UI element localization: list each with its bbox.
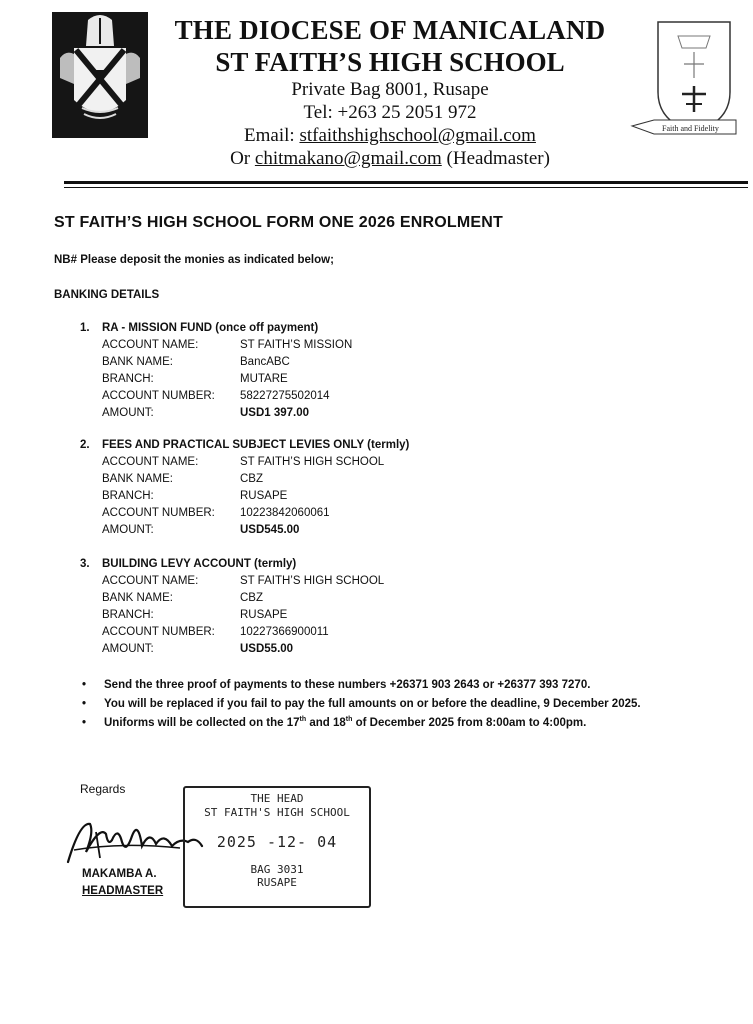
account-number-index: 3. — [80, 558, 90, 570]
bank-name-row — [80, 354, 352, 371]
account-heading — [80, 320, 352, 337]
instruction-text-part: and 18 — [306, 717, 346, 729]
official-date-stamp — [183, 786, 371, 908]
account-name-row — [80, 454, 409, 471]
account-heading — [80, 556, 384, 573]
account-name-label: ACCOUNT NAME: — [102, 575, 199, 587]
instruction-text — [104, 717, 586, 729]
account-section-2 — [80, 437, 409, 539]
headmaster-email-line — [130, 147, 650, 170]
account-number-value: 58227275502014 — [240, 390, 330, 402]
instruction-text-part: of December 2025 from 8:00am to 4:00pm. — [352, 717, 587, 729]
account-name-value: ST FAITH’S HIGH SCHOOL — [240, 456, 385, 468]
branch-value: MUTARE — [240, 373, 288, 385]
account-number-row — [80, 505, 409, 522]
branch-label: BRANCH: — [102, 609, 154, 621]
header-rule-thick — [64, 181, 748, 184]
amount-label: AMOUNT: — [102, 407, 154, 419]
signatory-block — [82, 866, 163, 900]
bank-name-value: BancABC — [240, 356, 290, 368]
bank-name-label: BANK NAME: — [102, 356, 173, 368]
banking-details-heading: BANKING DETAILS — [54, 289, 160, 301]
branch-row — [80, 488, 409, 505]
email-prefix: Email: — [244, 125, 300, 146]
account-title: FEES AND PRACTICAL SUBJECT LEVIES ONLY (termly) — [102, 439, 410, 451]
account-number-index: 2. — [80, 439, 90, 451]
amount-value: USD55.00 — [240, 643, 294, 655]
account-name-row — [80, 573, 384, 590]
bank-name-row — [80, 590, 384, 607]
account-number-index: 1. — [80, 322, 90, 334]
signatory-name: MAKAMBA A. — [82, 868, 157, 880]
account-number-label: ACCOUNT NUMBER: — [102, 390, 215, 402]
stamp-date: 2025 -12- 04 — [216, 833, 338, 851]
bullet-dot-icon: • — [82, 717, 87, 729]
school-address: Private Bag 8001, Rusape — [291, 79, 489, 100]
school-shield-logo — [630, 14, 742, 140]
diocese-name: THE DIOCESE OF MANICALAND — [174, 15, 606, 45]
alt-email-suffix: (Headmaster) — [441, 148, 550, 169]
headmaster-email-link[interactable]: chitmakano@gmail.com — [254, 148, 442, 169]
account-number-label: ACCOUNT NUMBER: — [102, 626, 215, 638]
school-email-link[interactable]: stfaithshighschool@gmail.com — [299, 125, 536, 146]
branch-label: BRANCH: — [102, 490, 154, 502]
ordinal-suffix: th — [345, 716, 353, 724]
amount-value: USD1 397.00 — [240, 407, 310, 419]
account-section-1 — [80, 320, 352, 422]
ordinal-suffix: th — [299, 716, 307, 724]
instruction-item — [80, 695, 680, 713]
school-name: ST FAITH’S HIGH SCHOOL — [215, 47, 565, 77]
instruction-text-part: Uniforms will be collected on the 17 — [104, 717, 300, 729]
account-title: RA - MISSION FUND (once off payment) — [102, 322, 319, 334]
branch-label: BRANCH: — [102, 373, 154, 385]
bullet-dot-icon: • — [82, 679, 87, 691]
account-name-label: ACCOUNT NAME: — [102, 339, 199, 351]
account-number-row — [80, 624, 384, 641]
stamp-line-head: THE HEAD — [250, 792, 304, 805]
stamp-line-school: ST FAITH'S HIGH SCHOOL — [204, 806, 350, 819]
amount-label: AMOUNT: — [102, 524, 154, 536]
account-number-value: 10223842060061 — [240, 507, 330, 519]
bank-name-label: BANK NAME: — [102, 592, 173, 604]
account-name-value: ST FAITH’S HIGH SCHOOL — [240, 575, 385, 587]
account-heading — [80, 437, 409, 454]
account-name-row — [80, 337, 352, 354]
document-title: ST FAITH’S HIGH SCHOOL FORM ONE 2026 ENROLMENT — [54, 214, 503, 231]
school-telephone: Tel: +263 25 2051 972 — [303, 102, 477, 123]
amount-row — [80, 641, 384, 658]
account-number-row — [80, 388, 352, 405]
bank-name-label: BANK NAME: — [102, 473, 173, 485]
signatory-role: HEADMASTER — [82, 885, 164, 897]
instruction-item — [80, 676, 680, 694]
branch-row — [80, 371, 352, 388]
amount-value: USD545.00 — [240, 524, 300, 536]
letterhead-text — [130, 14, 650, 170]
branch-value: RUSAPE — [240, 490, 288, 502]
amount-row — [80, 522, 409, 539]
header-rule-thin — [64, 187, 748, 188]
amount-label: AMOUNT: — [102, 643, 154, 655]
school-email-line — [130, 124, 650, 147]
stamp-line-town: RUSAPE — [257, 876, 297, 889]
instructions-list — [80, 676, 680, 733]
deposit-note: NB# Please deposit the monies as indicated below; — [54, 254, 334, 266]
account-name-label: ACCOUNT NAME: — [102, 456, 199, 468]
alt-email-prefix: Or — [230, 148, 255, 169]
branch-value: RUSAPE — [240, 609, 288, 621]
account-section-3 — [80, 556, 384, 658]
regards-text: Regards — [80, 782, 126, 796]
branch-row — [80, 607, 384, 624]
account-number-value: 10227366900011 — [240, 626, 329, 638]
bank-name-value: CBZ — [240, 473, 263, 485]
account-title: BUILDING LEVY ACCOUNT (termly) — [102, 558, 297, 570]
bank-name-value: CBZ — [240, 592, 263, 604]
account-name-value: ST FAITH’S MISSION — [240, 339, 353, 351]
stamp-line-bag: BAG 3031 — [250, 863, 304, 876]
amount-row — [80, 405, 352, 422]
instruction-text: Send the three proof of payments to these numbers +26371 903 2643 or +26377 393 7270. — [104, 679, 591, 691]
crest-motto: Faith and Fidelity — [662, 124, 719, 133]
bank-name-row — [80, 471, 409, 488]
instruction-item — [80, 714, 680, 732]
instruction-text: You will be replaced if you fail to pay the full amounts on or before the deadline, 9 December 2025. — [104, 698, 641, 710]
account-number-label: ACCOUNT NUMBER: — [102, 507, 215, 519]
bullet-dot-icon: • — [82, 698, 87, 710]
